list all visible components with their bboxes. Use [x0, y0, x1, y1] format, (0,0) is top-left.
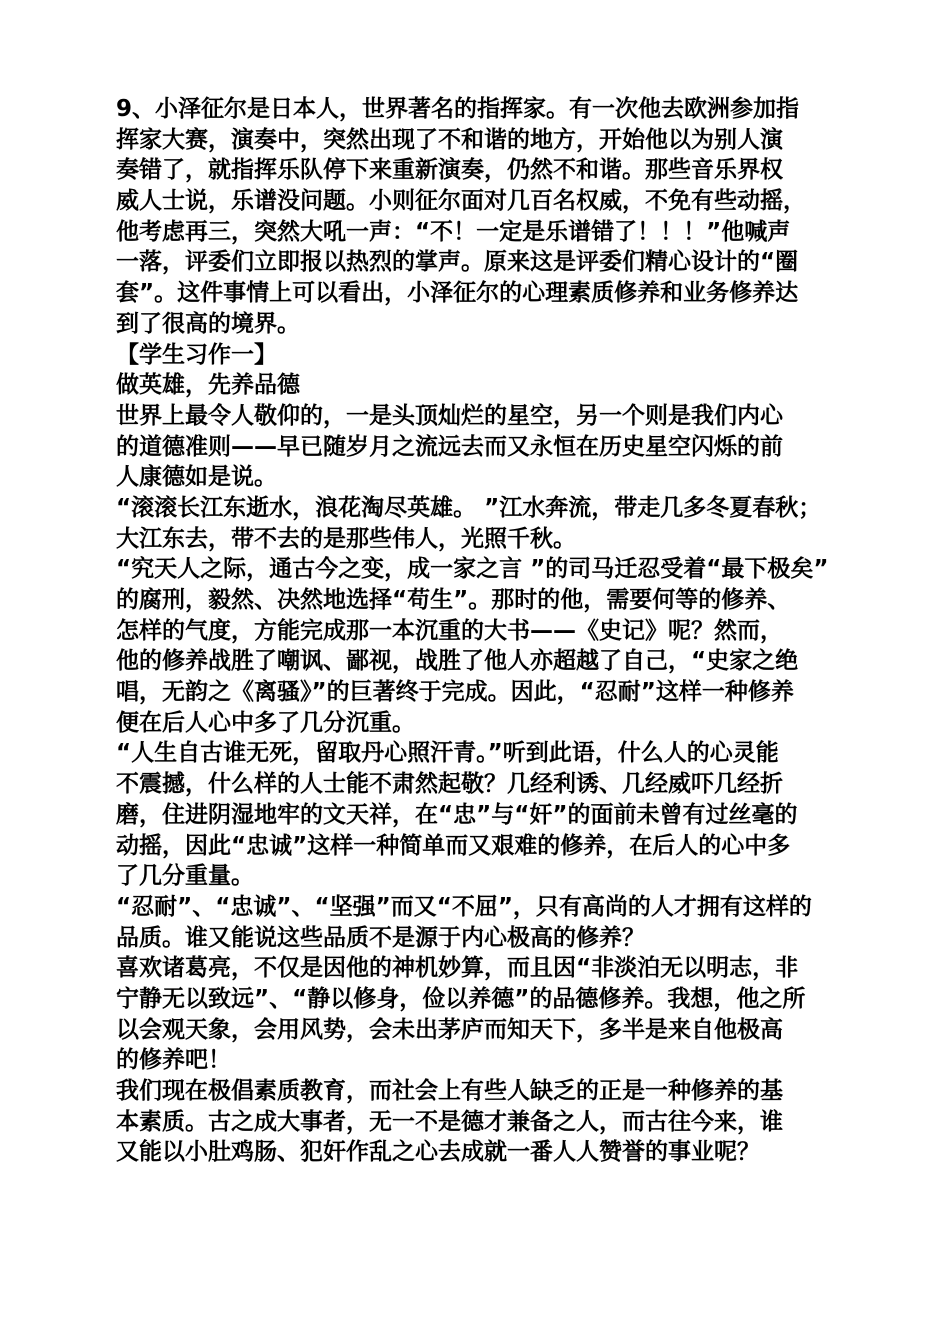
text-line: 挥家大赛，演奏中，突然出现了不和谐的地方，开始他以为别人演 — [116, 126, 783, 153]
text-line: 套”。这件事情上可以看出，小泽征尔的心理素质修养和业务修养达 — [116, 280, 799, 307]
text-line: 世界上最令人敬仰的，一是头顶灿烂的星空，另一个则是我们内心 — [116, 402, 783, 429]
text-line: 9、小泽征尔是日本人，世界著名的指挥家。有一次他去欧洲参加指 — [116, 96, 800, 122]
text-line: 他考虑再三，突然大吼一声：“不！一定是乐谱错了！！！”他喊声 — [116, 218, 791, 245]
text-line: 品质。谁又能说这些品质不是源于内心极高的修养？ — [116, 924, 645, 951]
text-line: 到了很高的境界。 — [116, 310, 300, 337]
text-line: 怎样的气度，方能完成那一本沉重的大书——《史记》呢？然而， — [116, 617, 783, 644]
text-line: 奏错了，就指挥乐队停下来重新演奏，仍然不和谐。那些音乐界权 — [116, 157, 783, 184]
text-line: 唱，无韵之《离骚》”的巨著终于完成。因此，“忍耐”这样一种修养 — [116, 679, 794, 706]
document-body — [116, 94, 856, 1168]
text-line: 人康德如是说。 — [116, 464, 277, 491]
text-line: 便在后人心中多了几分沉重。 — [116, 709, 415, 736]
text-line: 了几分重量。 — [116, 863, 254, 890]
text-line: 他的修养战胜了嘲讽、鄙视，战胜了他人亦超越了自己，“史家之绝 — [116, 648, 799, 675]
text-line: 以会观天象，会用风势，会未出茅庐而知天下，多半是来自他极高 — [116, 1016, 783, 1043]
text-line: “滚滚长江东逝水，浪花淘尽英雄。 ”江水奔流，带走几多冬夏春秋； — [116, 494, 822, 521]
text-line: 宁静无以致远”、“静以修身，俭以养德”的品德修养。我想，他之所 — [116, 985, 806, 1012]
text-line: 的修养吧！ — [116, 1047, 231, 1074]
text-line: 本素质。古之成大事者，无一不是德才兼备之人，而古往今来，谁 — [116, 1108, 783, 1135]
text-line: 威人士说，乐谱没问题。小则征尔面对几百名权威，不免有些动摇， — [116, 188, 806, 215]
section-heading: 【学生习作一】 — [116, 341, 277, 368]
text-line: 又能以小肚鸡肠、犯奸作乱之心去成就一番人人赞誉的事业呢？ — [116, 1139, 760, 1166]
text-line: 喜欢诸葛亮，不仅是因他的神机妙算，而且因“非淡泊无以明志，非 — [116, 955, 799, 982]
text-line: “究天人之际，通古今之变，成一家之言 ”的司马迁忍受着“最下极矣” — [116, 556, 829, 583]
text-line: 动摇，因此“忠诚”这样一种简单而又艰难的修养，在后人的心中多 — [116, 832, 791, 859]
text-line: 的道德准则——早已随岁月之流远去而又永恒在历史星空闪烁的前 — [116, 433, 783, 460]
text-line: 一落，评委们立即报以热烈的掌声。原来这是评委们精心设计的“圈 — [116, 249, 799, 276]
text-line: 我们现在极倡素质教育，而社会上有些人缺乏的正是一种修养的基 — [116, 1078, 783, 1104]
text-line: “忍耐”、“忠诚”、“坚强”而又“不屈”，只有高尚的人才拥有这样的 — [116, 893, 812, 920]
text-line: 的腐刑，毅然、决然地选择“苟生”。那时的他，需要何等的修养、 — [116, 587, 791, 613]
text-line: 大江东去，带不去的是那些伟人，光照千秋。 — [116, 525, 576, 552]
text-line: 磨，住进阴湿地牢的文天祥，在“忠”与“奸”的面前未曾有过丝毫的 — [116, 801, 798, 828]
essay-title: 做英雄，先养品德 — [116, 372, 300, 399]
text-line: “人生自古谁无死，留取丹心照汗青。”听到此语，什么人的心灵能 — [116, 740, 779, 767]
text-line: 不震撼，什么样的人士能不肃然起敬？几经利诱、几经威吓几经折 — [116, 771, 783, 798]
